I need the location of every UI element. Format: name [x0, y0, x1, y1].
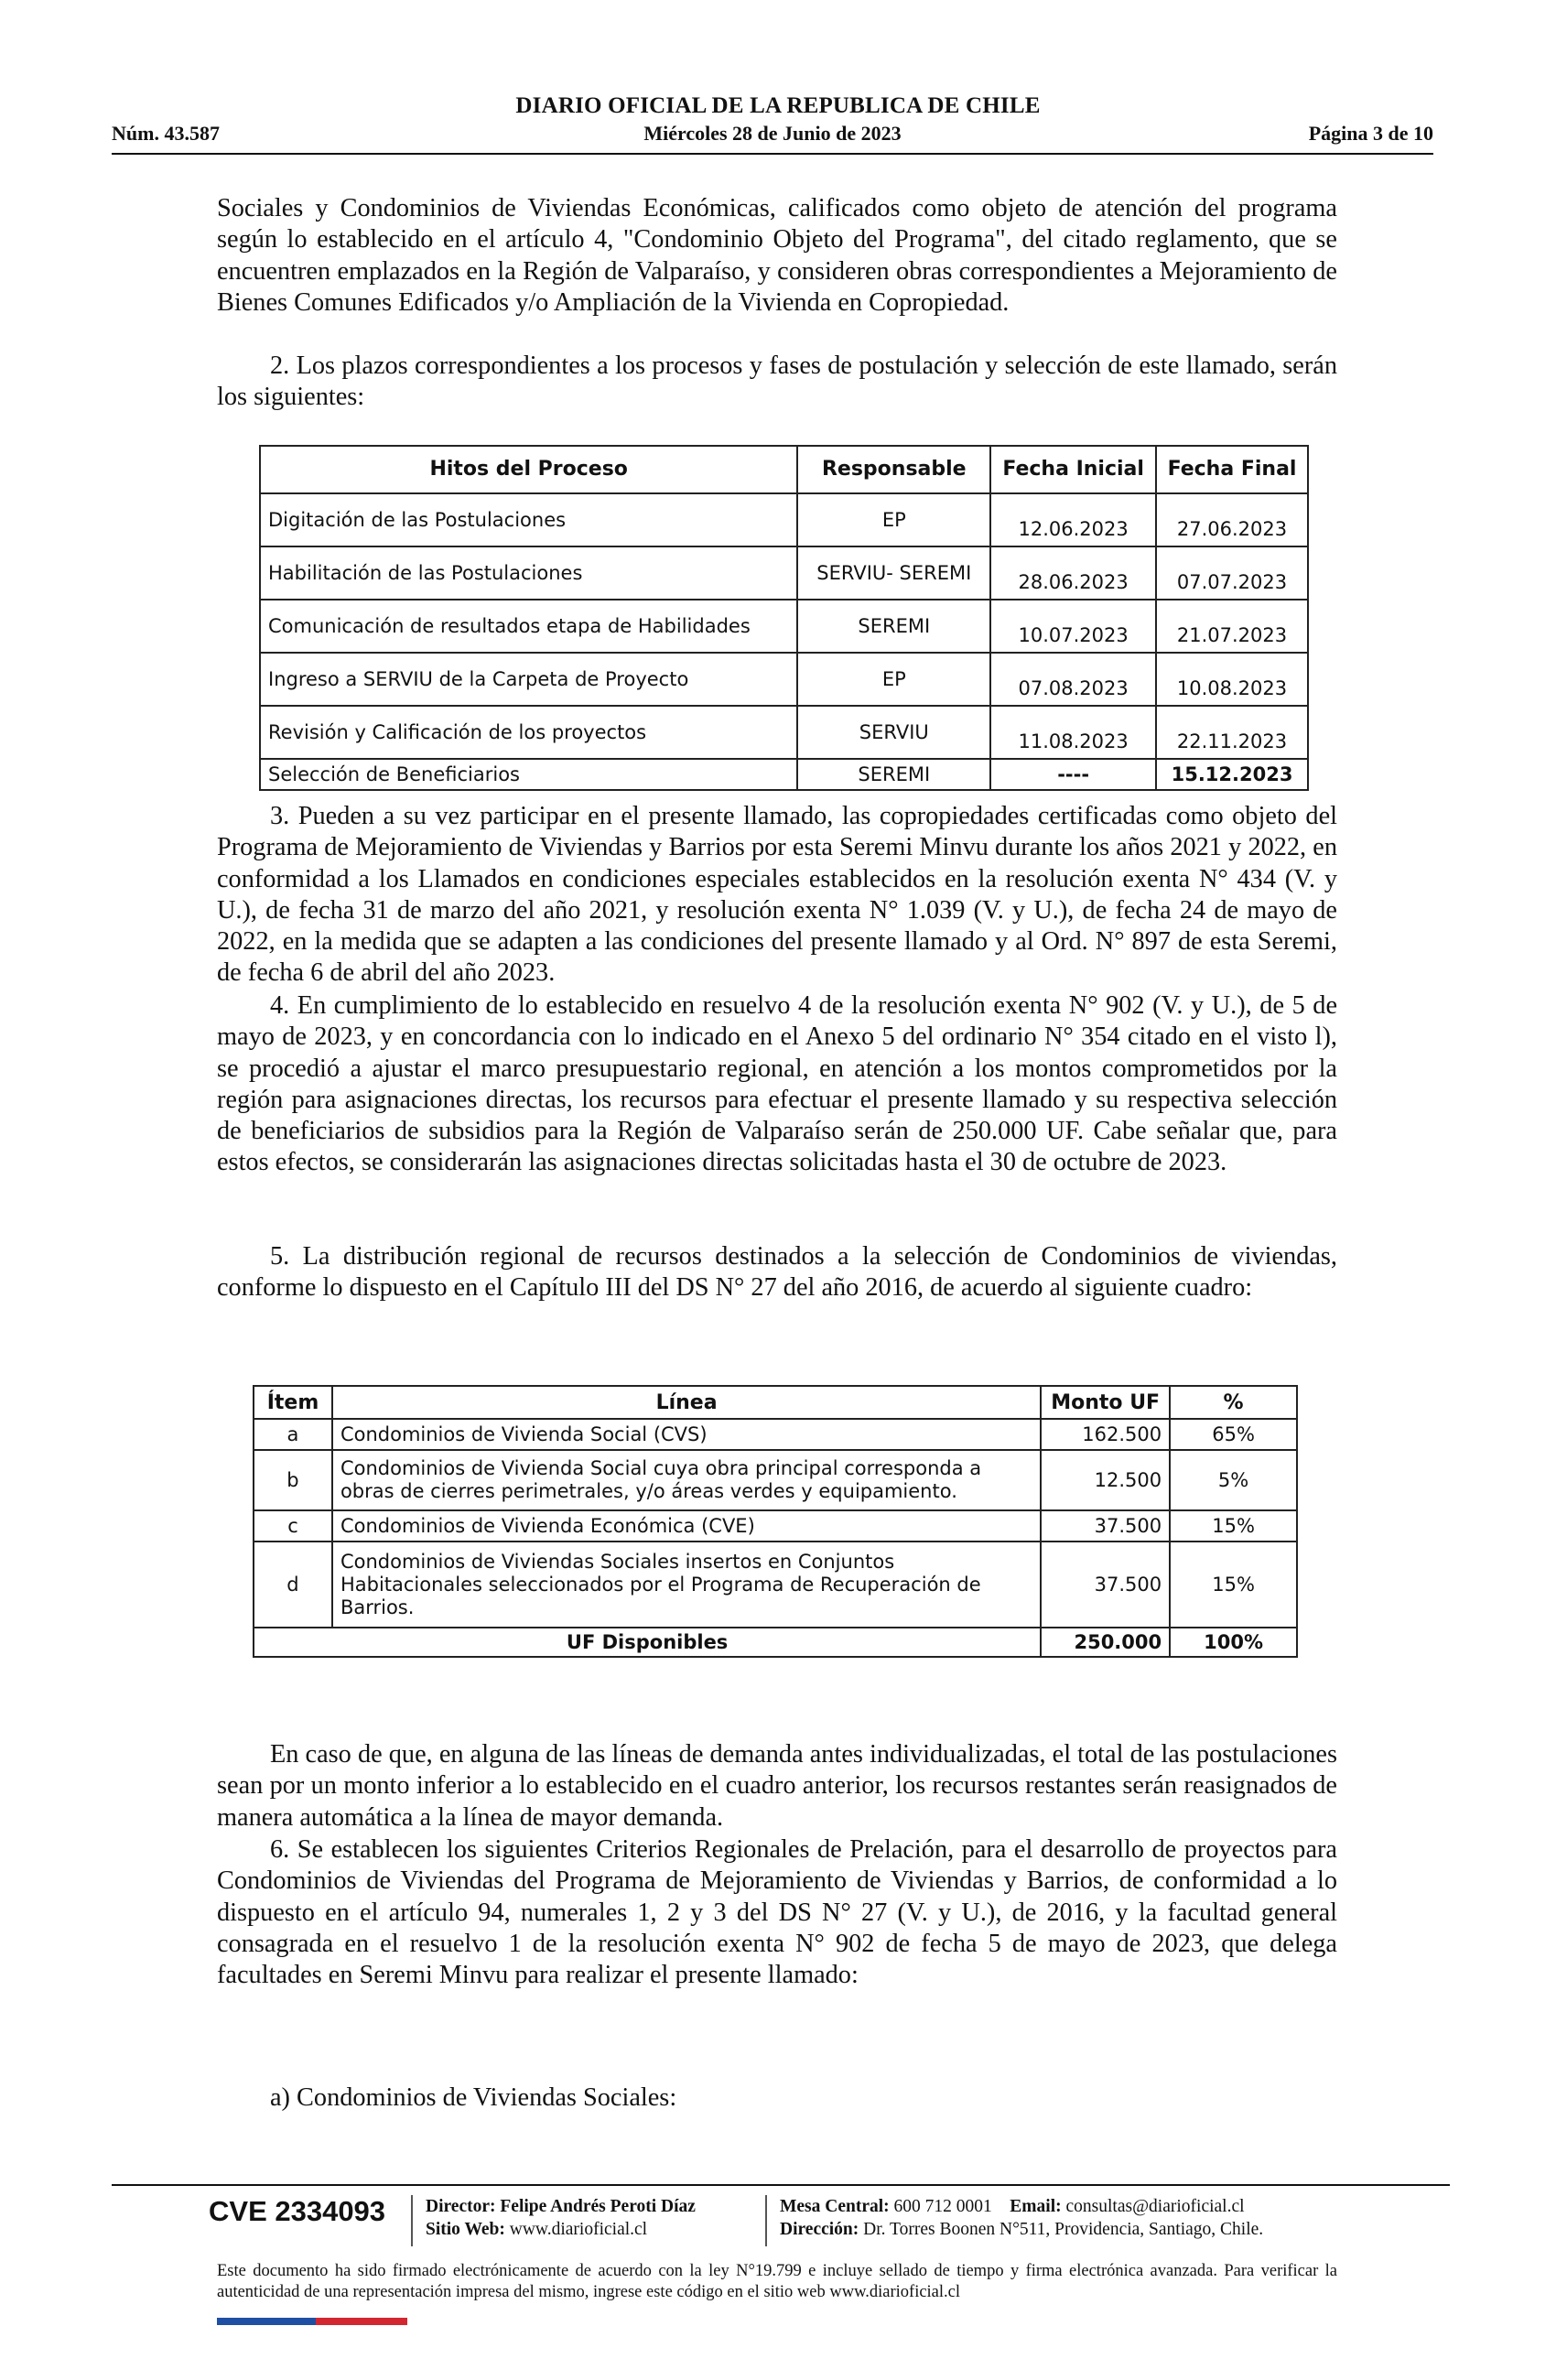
cell-linea: Condominios de Vivienda Social cuya obra principal corresponda a obras de cierres perimetrales, y/o áreas verdes y equipamiento.: [332, 1450, 1041, 1510]
cell-fecha-final: 22.11.2023: [1156, 706, 1308, 759]
footer-divider: [112, 2184, 1450, 2186]
cell-fecha-inicial: 12.06.2023: [990, 493, 1156, 546]
table-row: [260, 600, 1308, 653]
cell-pct: 5%: [1170, 1450, 1297, 1510]
cell-responsable: EP: [797, 493, 990, 546]
cell-pct: 15%: [1170, 1510, 1297, 1542]
page-number: Página 3 de 10: [1308, 122, 1433, 145]
cell-item: d: [254, 1542, 332, 1628]
footer-director-block: Director: Felipe Andrés Peroti Díaz Sitio Web: www.diarioficial.cl: [426, 2197, 696, 2239]
cell-responsable: SERVIU: [797, 706, 990, 759]
cell-hito: Comunicación de resultados etapa de Habilidades: [260, 600, 797, 653]
paragraph-6: 6. Se establecen los siguientes Criterios Regionales de Prelación, para el desarrollo de proyectos para Condominios de Viviendas del Programa de Mejoramiento de Viviendas y Barrios, de conformidad a lo dispuesto en el artículo 94, numerales 1, 2 y 3 del DS N° 27 (V. y U.), de 2016, y la facultad general consagrada en el resuelvo 1 de la resolución exenta N° 902 de fecha 5 de mayo de 2023, que delega facultades en Seremi Minvu para realizar el presente llamado:: [217, 1835, 1337, 1990]
paragraph-after-table: En caso de que, en alguna de las líneas de demanda antes individualizadas, el total de las postulaciones sean por un monto inferior a lo establecido en el cuadro anterior, los recursos restantes serán reasignados de manera automática a la línea de mayor demanda.: [217, 1740, 1337, 1832]
col-header-item: Ítem: [254, 1386, 332, 1419]
table-row: [260, 546, 1308, 600]
website-link[interactable]: www.diarioficial.cl: [509, 2220, 648, 2239]
cell-responsable: SERVIU- SEREMI: [797, 546, 990, 600]
table-row: [260, 706, 1308, 759]
paragraph-3: 3. Pueden a su vez participar en el presente llamado, las copropiedades certificadas como objeto del Programa de Mejoramiento de Viviendas y Barrios por esta Seremi Minvu durante los años 2021 y 2022, en conformidad a los Llamados en condiciones especiales establecidos en la resolución exenta N° 434 (V. y U.), de fecha 31 de marzo del año 2021, y resolución exenta N° 1.039 (V. y U.), de fecha 24 de mayo de 2022, en la medida que se adapten a las condiciones del presente llamado y al Ord. N° 897 de esta Seremi, de fecha 6 de abril del año 2023.: [217, 802, 1337, 988]
resources-table: [253, 1385, 1298, 1658]
col-header-monto: Monto UF: [1041, 1386, 1170, 1419]
cell-monto: 37.500: [1041, 1510, 1170, 1542]
table-row: [254, 1510, 1297, 1542]
cell-item: a: [254, 1419, 332, 1450]
cell-hito: Ingreso a SERVIU de la Carpeta de Proyecto: [260, 653, 797, 706]
paragraph-4: 4. En cumplimiento de lo establecido en resuelvo 4 de la resolución exenta N° 902 (V. y U.), de 5 de mayo de 2023, y en concordancia con lo indicado en el Anexo 5 del ordinario N° 354 citado en el visto l), se procedió a ajustar el marco presupuestario regional, en atención a los montos comprometidos por la región para asignaciones directas, los recursos para efectuar el presente llamado y su respectiva selección de beneficiarios de subsidios para la Región de Valparaíso serán de 250.000 UF. Cabe señalar que, para estos efectos, se considerarán las asignaciones directas solicitadas hasta el 30 de octubre de 2023.: [217, 991, 1337, 1177]
cell-fecha-inicial: ----: [990, 759, 1156, 790]
col-header-responsable: Responsable: [797, 446, 990, 493]
cell-fecha-inicial: 10.07.2023: [990, 600, 1156, 653]
cell-responsable: SEREMI: [797, 600, 990, 653]
col-header-pct: %: [1170, 1386, 1297, 1419]
cell-responsable: SEREMI: [797, 759, 990, 790]
table-row: [260, 759, 1308, 790]
cell-item: b: [254, 1450, 332, 1510]
cell-monto: 162.500: [1041, 1419, 1170, 1450]
total-pct: 100%: [1170, 1628, 1297, 1657]
cell-fecha-final: 27.06.2023: [1156, 493, 1308, 546]
cell-linea: Condominios de Vivienda Social (CVS): [332, 1419, 1041, 1450]
cell-linea: Condominios de Viviendas Sociales insertos en Conjuntos Habitacionales seleccionados por el Programa de Recuperación de Barrios.: [332, 1542, 1041, 1628]
schedule-table: [259, 445, 1309, 791]
legal-notice: Este documento ha sido firmado electrónicamente de acuerdo con la ley N°19.799 e incluye sellado de tiempo y firma electrónica avanzada. Para verificar la autenticidad de una representación impresa del mismo, ingrese este código en el sitio web www.diarioficial.cl: [217, 2262, 1337, 2301]
table-header-row: [254, 1386, 1297, 1419]
issue-number: Núm. 43.587: [112, 122, 220, 145]
cell-responsable: EP: [797, 653, 990, 706]
cell-fecha-final: 07.07.2023: [1156, 546, 1308, 600]
col-header-fecha-inicial: Fecha Inicial: [990, 446, 1156, 493]
cell-hito: Revisión y Calificación de los proyectos: [260, 706, 797, 759]
total-monto: 250.000: [1041, 1628, 1170, 1657]
cell-fecha-final: 15.12.2023: [1156, 759, 1308, 790]
cve-code: CVE 2334093: [209, 2195, 386, 2227]
cell-pct: 65%: [1170, 1419, 1297, 1450]
cell-monto: 37.500: [1041, 1542, 1170, 1628]
cell-pct: 15%: [1170, 1542, 1297, 1628]
paragraph-a: a) Condominios de Viviendas Sociales:: [270, 2083, 677, 2112]
footer-contact-block: Mesa Central: 600 712 0001 Email: consultas@diarioficial.cl Dirección: Dr. Torres Boonen N°511, Providencia, Santiago, Chile.: [780, 2197, 1264, 2239]
table-row: [260, 493, 1308, 546]
total-label: UF Disponibles: [254, 1628, 1041, 1657]
cell-fecha-inicial: 28.06.2023: [990, 546, 1156, 600]
cell-fecha-final: 10.08.2023: [1156, 653, 1308, 706]
issue-date: Miércoles 28 de Junio de 2023: [643, 122, 902, 145]
cell-fecha-inicial: 07.08.2023: [990, 653, 1156, 706]
address: Dr. Torres Boonen N°511, Providencia, Santiago, Chile.: [863, 2220, 1264, 2239]
cell-hito: Digitación de las Postulaciones: [260, 493, 797, 546]
cell-hito: Selección de Beneficiarios: [260, 759, 797, 790]
col-header-fecha-final: Fecha Final: [1156, 446, 1308, 493]
cell-hito: Habilitación de las Postulaciones: [260, 546, 797, 600]
header-divider: [112, 153, 1433, 155]
col-header-linea: Línea: [332, 1386, 1041, 1419]
table-row: [254, 1419, 1297, 1450]
paragraph-2: 2. Los plazos correspondientes a los procesos y fases de postulación y selección de este llamado, serán los siguientes:: [217, 352, 1337, 412]
paragraph-5: 5. La distribución regional de recursos destinados a la selección de Condominios de viviendas, conforme lo dispuesto en el Capítulo III del DS N° 27 del año 2016, de acuerdo al siguiente cuadro:: [217, 1242, 1337, 1303]
publication-title: DIARIO OFICIAL DE LA REPUBLICA DE CHILE: [515, 93, 1041, 118]
email-link[interactable]: consultas@diarioficial.cl: [1065, 2197, 1245, 2216]
table-header-row: [260, 446, 1308, 493]
table-row: [260, 653, 1308, 706]
flag-blue-segment: [217, 2318, 316, 2325]
cell-fecha-inicial: 11.08.2023: [990, 706, 1156, 759]
table-row: [254, 1450, 1297, 1510]
table-row: [254, 1542, 1297, 1628]
col-header-hito: Hitos del Proceso: [260, 446, 797, 493]
phone-number: 600 712 0001: [893, 2197, 992, 2216]
intro-paragraph: Sociales y Condominios de Viviendas Económicas, calificados como objeto de atención del programa según lo establecido en el artículo 4, "Condominio Objeto del Programa", del citado reglamento, que se encuentren emplazados en la Región de Valparaíso, y consideren obras correspondientes a Mejoramiento de Bienes Comunes Edificados y/o Ampliación de la Vivienda en Copropiedad.: [217, 194, 1337, 317]
footer-separator: [411, 2195, 413, 2246]
director-name: Felipe Andrés Peroti Díaz: [500, 2197, 696, 2216]
flag-bar: [217, 2318, 407, 2325]
table-total-row: [254, 1628, 1297, 1657]
flag-red-segment: [316, 2318, 407, 2325]
cell-fecha-final: 21.07.2023: [1156, 600, 1308, 653]
cell-linea: Condominios de Vivienda Económica (CVE): [332, 1510, 1041, 1542]
footer-separator: [765, 2195, 767, 2246]
cell-item: c: [254, 1510, 332, 1542]
cell-monto: 12.500: [1041, 1450, 1170, 1510]
